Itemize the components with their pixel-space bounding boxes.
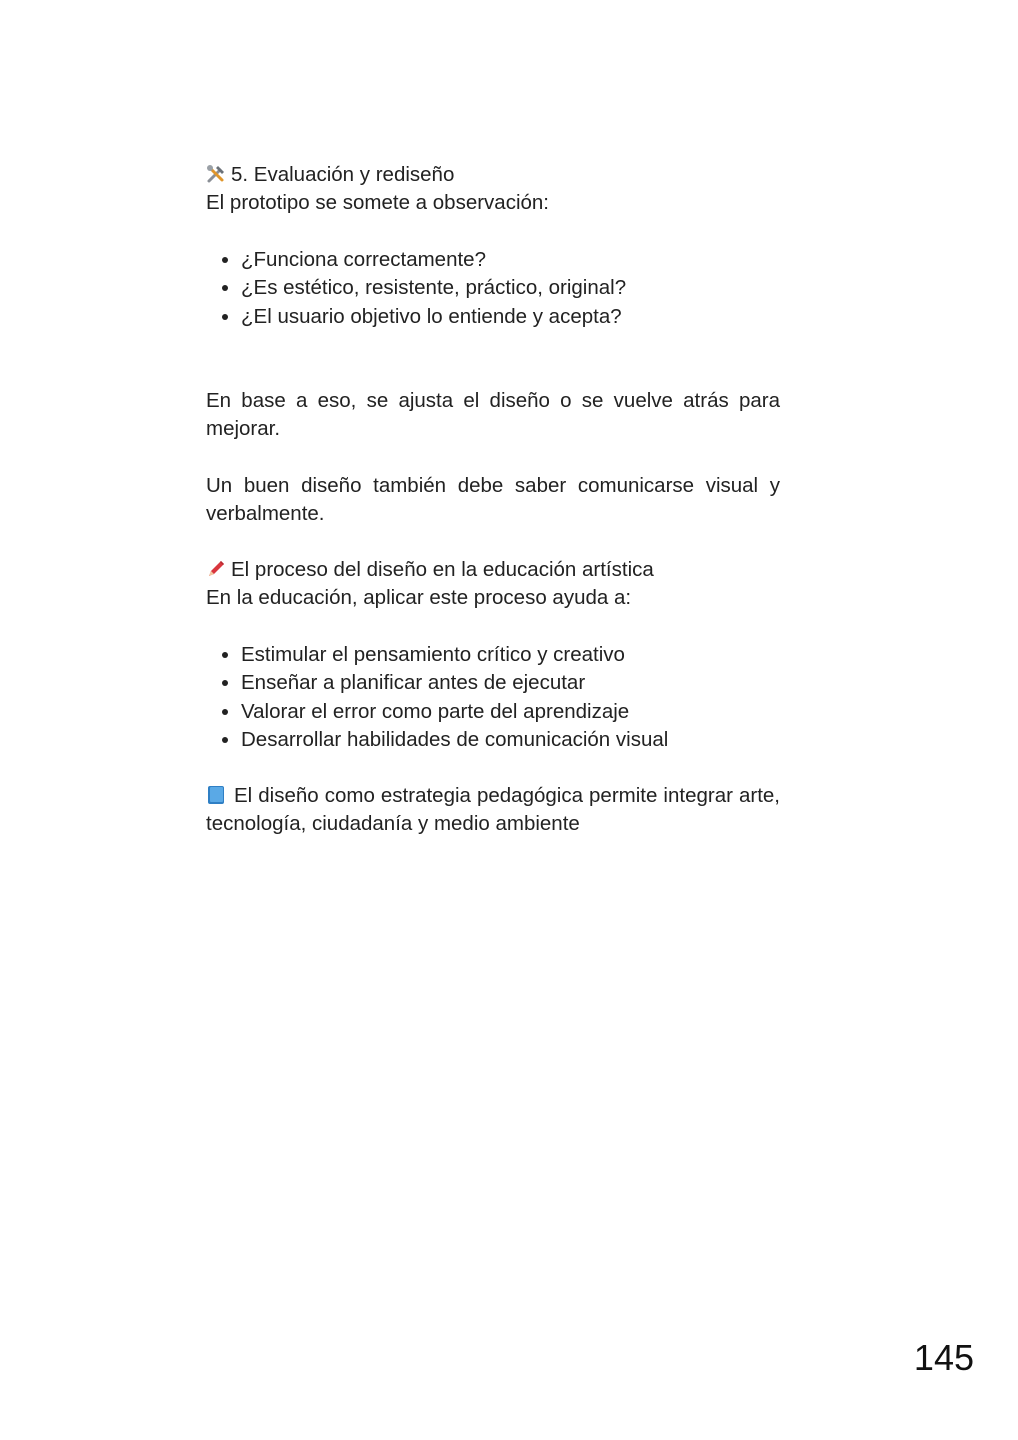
benefits-list — [206, 641, 780, 754]
benefits-list-block — [206, 641, 780, 754]
hammer-and-wrench-icon — [206, 164, 226, 184]
list-item: • Desarrollar habilidades de comunicación visual — [241, 726, 780, 754]
section-evaluation — [206, 161, 780, 218]
list-item: • ¿Es estético, resistente, práctico, original? — [241, 274, 780, 302]
blue-book-icon — [206, 785, 226, 805]
list-item: • Valorar el error como parte del aprendizaje — [241, 698, 780, 726]
page-number: 145 — [913, 1337, 974, 1378]
list-item: • Estimular el pensamiento crítico y creativo — [241, 641, 780, 669]
paragraph: En base a eso, se ajusta el diseño o se vuelve atrás para mejorar. — [206, 389, 780, 441]
section-education — [206, 556, 780, 613]
section-heading: 5. Evaluación y rediseño — [206, 161, 780, 189]
closing-paragraph: El diseño como estrategia pedagógica permite integrar arte, tecnología, ciudadanía y medio ambiente — [206, 784, 780, 836]
section-intro: En la educación, aplicar este proceso ayuda a: — [206, 586, 632, 610]
section-heading: El proceso del diseño en la educación artística — [206, 556, 780, 584]
questions-list — [206, 246, 780, 331]
questions-list-block — [206, 246, 780, 331]
section-intro: El prototipo se somete a observación: — [206, 191, 549, 215]
list-item: • ¿Funciona correctamente? — [241, 246, 780, 274]
paragraph: Un buen diseño también debe saber comunicarse visual y verbalmente. — [206, 474, 780, 526]
list-item: • Enseñar a planificar antes de ejecutar — [241, 669, 780, 697]
list-item: • ¿El usuario objetivo lo entiende y acepta? — [241, 303, 780, 331]
pencil-icon — [206, 559, 226, 579]
